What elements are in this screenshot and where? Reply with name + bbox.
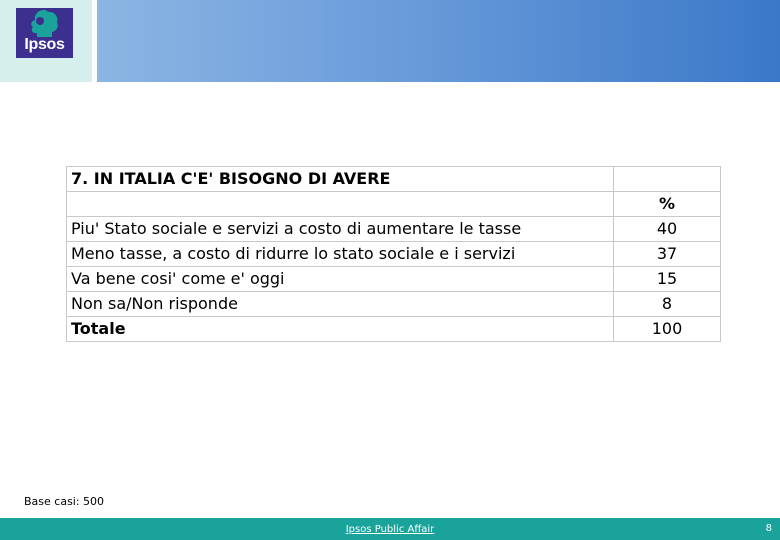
table-row bbox=[67, 217, 721, 242]
logo-box bbox=[0, 0, 92, 82]
total-label: Totale bbox=[67, 317, 614, 342]
results-table bbox=[66, 166, 721, 342]
table-title: 7. IN ITALIA C'E' BISOGNO DI AVERE bbox=[67, 167, 614, 192]
ipsos-logo bbox=[16, 8, 73, 58]
logo-text: Ipsos bbox=[24, 36, 65, 53]
row-label: Non sa/Non risponde bbox=[67, 292, 614, 317]
table-row bbox=[67, 292, 721, 317]
total-value: 100 bbox=[614, 317, 721, 342]
row-value: 37 bbox=[614, 242, 721, 267]
row-value: 15 bbox=[614, 267, 721, 292]
table-header-row bbox=[67, 192, 721, 217]
header-label-cell bbox=[67, 192, 614, 217]
header-banner bbox=[0, 0, 780, 82]
row-value: 40 bbox=[614, 217, 721, 242]
footer-bar bbox=[0, 518, 780, 540]
row-label: Piu' Stato sociale e servizi a costo di aumentare le tasse bbox=[67, 217, 614, 242]
percent-column-header: % bbox=[614, 192, 721, 217]
table-total-row bbox=[67, 317, 721, 342]
row-label: Va bene cosi' come e' oggi bbox=[67, 267, 614, 292]
table-row bbox=[67, 267, 721, 292]
footer-link[interactable]: Ipsos Public Affair bbox=[345, 524, 435, 535]
table-title-value-cell bbox=[614, 167, 721, 192]
table-title-row bbox=[67, 167, 721, 192]
header-gradient bbox=[97, 0, 780, 82]
page-number: 8 bbox=[765, 523, 772, 534]
table-row bbox=[67, 242, 721, 267]
row-label: Meno tasse, a costo di ridurre lo stato sociale e i servizi bbox=[67, 242, 614, 267]
base-note: Base casi: 500 bbox=[24, 495, 105, 508]
row-value: 8 bbox=[614, 292, 721, 317]
